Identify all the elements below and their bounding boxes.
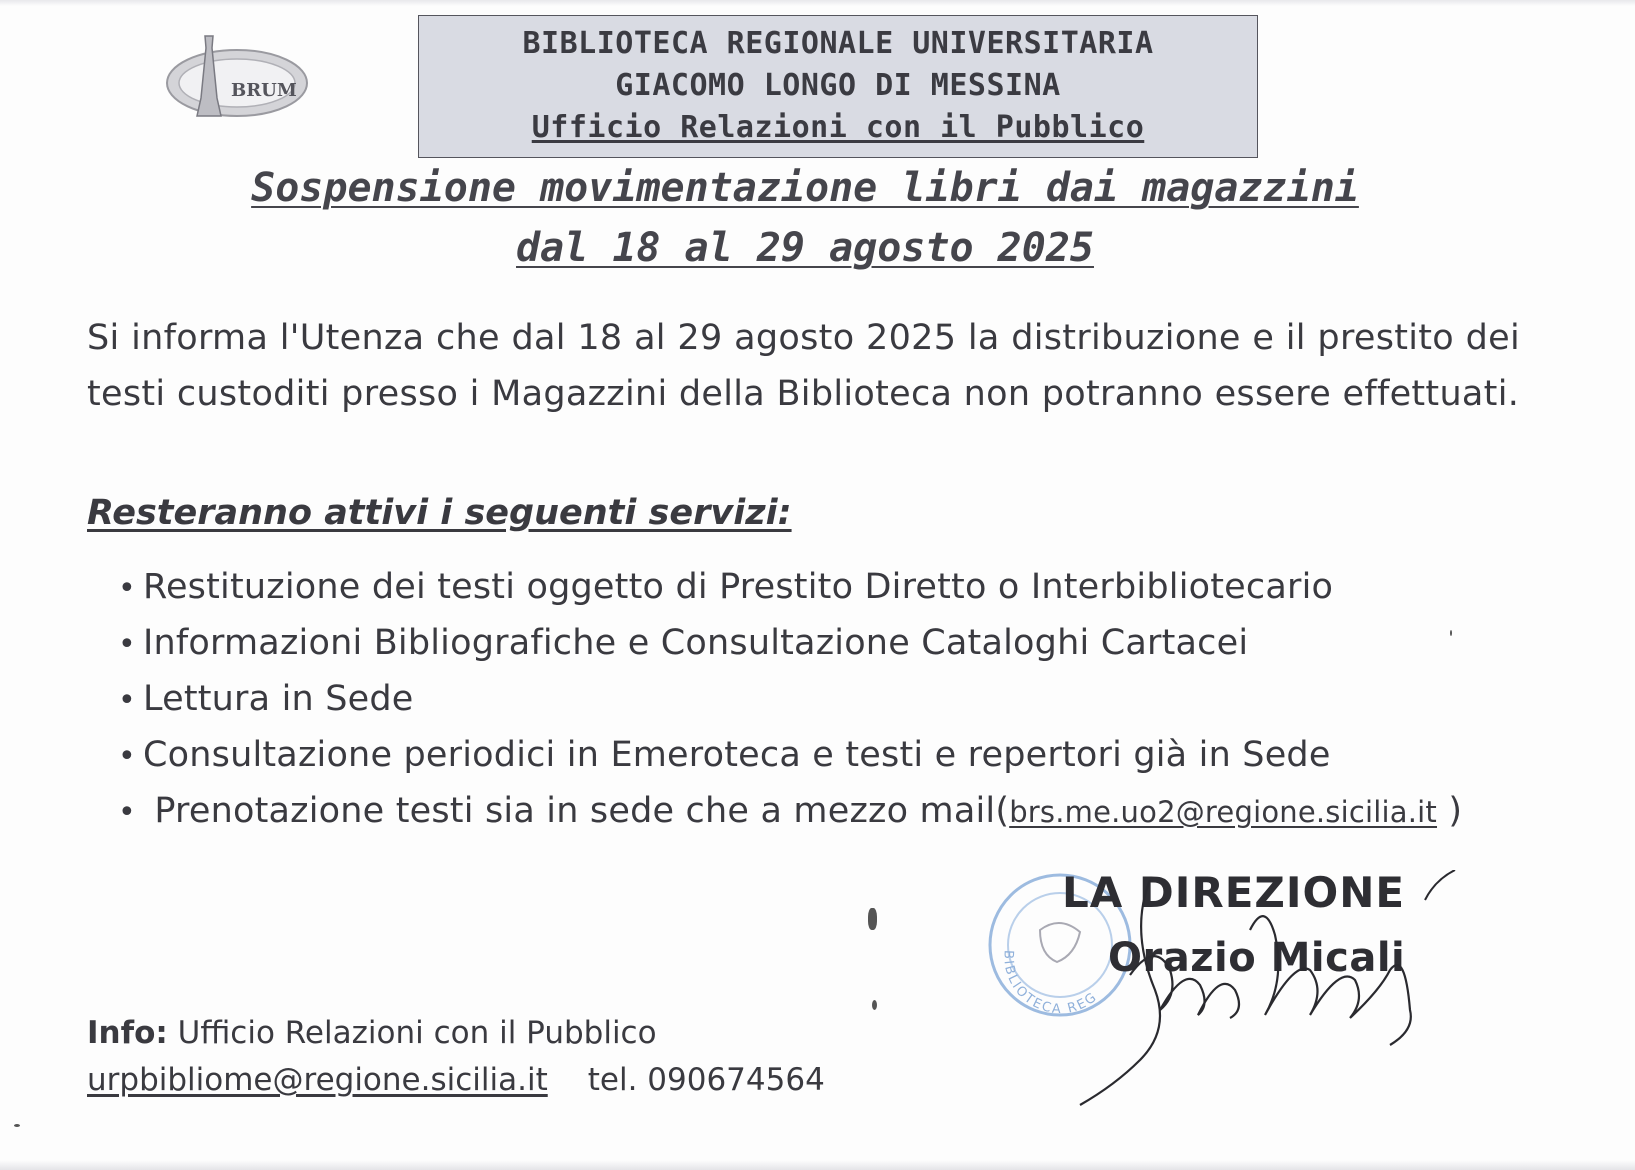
service-text-close: ) — [1437, 791, 1463, 831]
bullet-icon: • — [118, 683, 136, 718]
services-list — [118, 559, 1462, 839]
service-text: Prenotazione testi sia in sede che a mezzo mail( — [154, 791, 1010, 831]
service-text: Restituzione dei testi oggetto di Prestito Diretto o Interbibliotecario — [143, 567, 1334, 607]
header-line-3 — [419, 111, 1257, 145]
scan-speck — [872, 1000, 877, 1010]
handwritten-signature — [1060, 870, 1490, 1110]
signature-title: LA DIREZIONE — [1062, 868, 1406, 917]
scan-speck — [14, 1124, 20, 1127]
service-text: Consultazione periodici in Emeroteca e testi e repertori già in Sede — [143, 735, 1331, 775]
logo-text: BRUM — [231, 80, 297, 101]
scan-speck — [868, 908, 877, 930]
bullet-icon: • — [118, 795, 136, 830]
stamp-text: BIBLIOTECA REG — [1000, 949, 1101, 1018]
bullet-icon: • — [118, 571, 136, 606]
list-item — [118, 727, 1462, 783]
director-name: Orazio Micali — [1108, 935, 1406, 981]
info-label: Info: — [87, 1015, 168, 1051]
notice-title: Sospensione movimentazione libri dai magazzini — [251, 165, 1359, 211]
contact-line — [87, 1062, 825, 1098]
info-line — [87, 1015, 657, 1051]
brum-logo-graphic — [165, 28, 315, 123]
notice-paragraph: Si informa l'Utenza che dal 18 al 29 agosto 2025 la distribuzione e il prestito dei testi custoditi presso i Magazzini della Biblioteca non potranno essere effettuati. — [87, 318, 1520, 414]
service-text: Lettura in Sede — [143, 679, 414, 719]
list-item — [118, 671, 1462, 727]
bullet-icon: • — [118, 739, 136, 774]
list-item — [118, 783, 1462, 839]
reservation-email-link[interactable]: brs.me.uo2@regione.sicilia.it — [1009, 795, 1438, 829]
scan-speck — [1450, 630, 1452, 636]
institution-header — [418, 15, 1258, 158]
office-phone: tel. 090674564 — [587, 1062, 825, 1098]
header-line-2: GIACOMO LONGO DI MESSINA — [615, 68, 1061, 103]
office-email-link[interactable]: urpbibliome@regione.sicilia.it — [87, 1062, 548, 1098]
notice-dates: dal 18 al 29 agosto 2025 — [516, 225, 1094, 271]
brum-logo — [165, 28, 315, 123]
info-office: Ufficio Relazioni con il Pubblico — [167, 1015, 657, 1051]
list-item — [118, 615, 1462, 671]
list-item — [118, 559, 1462, 615]
page-top-edge — [0, 0, 1635, 6]
services-heading: Resteranno attivi i seguenti servizi: — [87, 493, 792, 533]
signature-graphic — [1060, 870, 1490, 1110]
bullet-icon: • — [118, 627, 136, 662]
header-line-1: BIBLIOTECA REGIONALE UNIVERSITARIA — [522, 26, 1154, 61]
page-bottom-edge — [0, 1160, 1635, 1170]
office-name: Ufficio Relazioni con il Pubblico — [531, 110, 1145, 145]
service-text: Informazioni Bibliografiche e Consultazione Cataloghi Cartacei — [143, 623, 1249, 663]
